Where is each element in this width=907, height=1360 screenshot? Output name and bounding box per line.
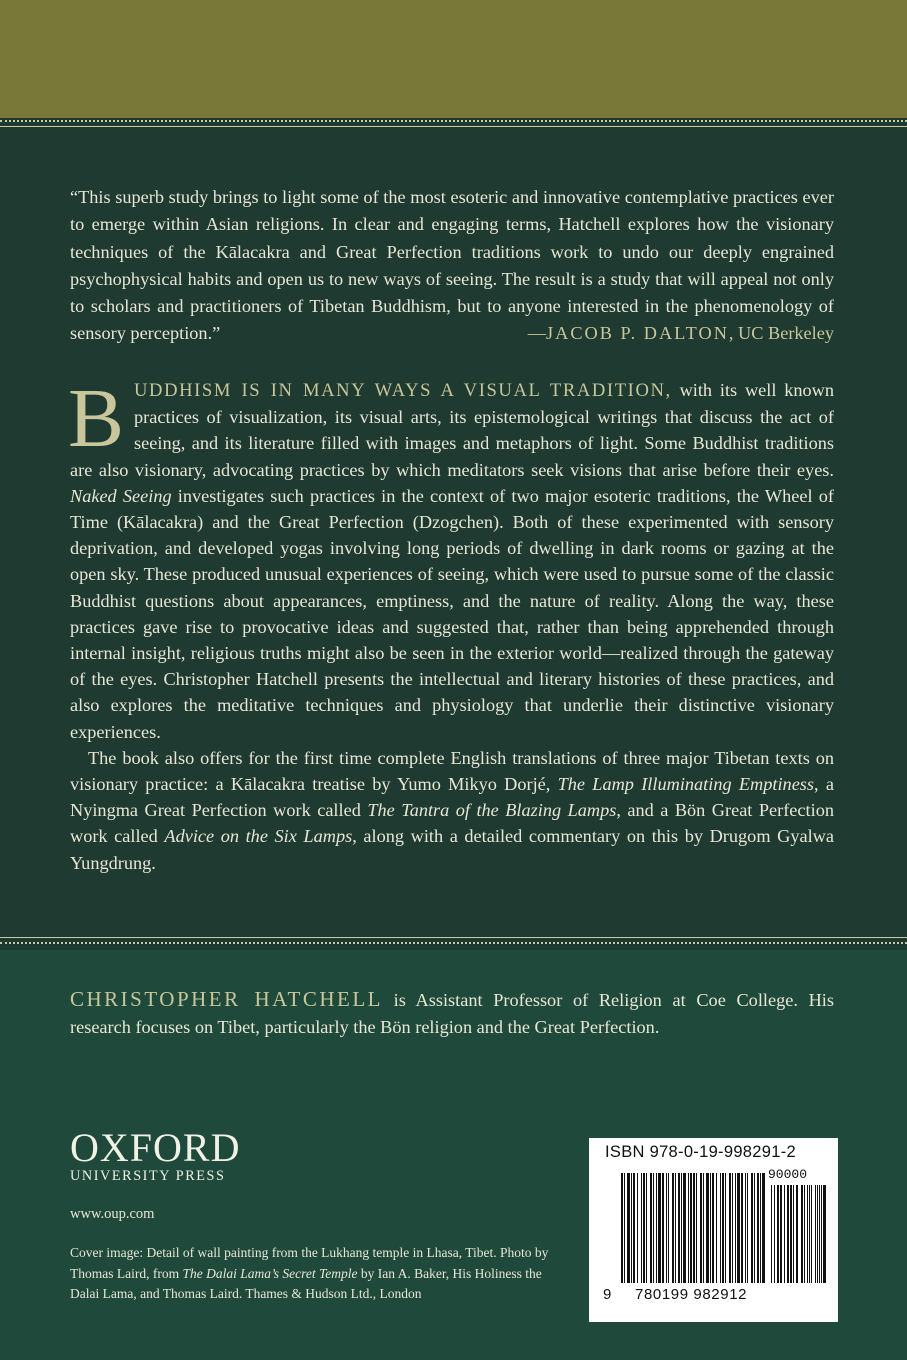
description-lead: UDDHISM IS IN MANY WAYS A VISUAL TRADITION, <box>134 380 672 401</box>
author-name: CHRISTOPHER HATCHELL <box>70 987 383 1011</box>
barcode-bar <box>693 1173 695 1283</box>
barcode-digits: 780199 982912 <box>635 1286 748 1303</box>
addon-bar <box>771 1185 772 1283</box>
barcode-bar <box>666 1173 667 1283</box>
dotted-rule-top <box>0 120 907 122</box>
description-text: , along with a detailed commentary on this by Drugom Gyalwa Yungdrung. <box>70 826 834 873</box>
top-band <box>0 0 907 118</box>
barcode-bar <box>690 1173 692 1283</box>
author-bio <box>70 986 834 1041</box>
addon-bar <box>801 1185 803 1283</box>
barcode-bar <box>637 1173 638 1283</box>
barcode-bar <box>641 1173 642 1283</box>
barcode-graphic <box>621 1173 827 1291</box>
addon-bar <box>804 1185 805 1283</box>
barcode-bar <box>653 1173 654 1283</box>
attribution-dash: — <box>527 323 547 344</box>
dotted-rule-bottom <box>0 942 907 944</box>
barcode-bar <box>762 1173 765 1283</box>
description-text: with its well known practices of visualization, its visual arts, its epistemological writings that discuss the act of seeing, and its literature filled with images and metaphors of light. Some Buddhist traditions are also visionary, advocating practices by which meditators seek visions that arise before their eyes. <box>70 380 834 480</box>
book-description <box>68 372 835 876</box>
barcode-bar <box>710 1173 711 1283</box>
isbn-label: ISBN 978-0-19-998291-2 <box>605 1143 796 1161</box>
addon-bar <box>815 1185 816 1283</box>
barcode-bar <box>633 1173 635 1283</box>
addon-bar <box>809 1185 810 1283</box>
barcode-lead-digit: 9 <box>603 1286 612 1303</box>
description-paragraph-2 <box>70 745 834 876</box>
barcode-bar <box>700 1173 702 1283</box>
addon-bar <box>793 1185 794 1283</box>
publisher-logo: OXFORD <box>70 1125 241 1170</box>
description-text: investigates such practices in the context of two major esoteric traditions, the Wheel of Time (Kālacakra) and the Great Perfection (Dzogchen). Both of these experimented with sensory deprivation, and developed yogas involving long periods of dwelling in dark rooms or gazing at the open sky. These produced unusual experiences of seeing, which were used to pursue some of the classic Buddhist questions about appearances, emptiness, and the nature of reality. Along the way, these practices gave rise to provocative ideas and suggested that, rather than being apprehended through internal insight, religious truths might also be seen in the exterior world—realized through the gateway of the eyes. Christopher Hatchell presents the intellectual and literary histories of these practices, and also explores the meditative techniques and physiology that underlie their distinctive visionary experiences. <box>70 485 834 742</box>
barcode-bar <box>732 1173 733 1283</box>
barcode-bar <box>646 1173 647 1283</box>
barcode-bar <box>722 1173 724 1283</box>
barcode-bar <box>729 1173 731 1283</box>
description-text: The book also offers for the first time complete English translations of three major Tibetan texts on visionary practice: a Kālacakra treatise by Yumo Mikyo Dorjé, <box>70 747 834 795</box>
barcode-bar <box>668 1173 669 1283</box>
addon-bar <box>821 1185 822 1283</box>
addon-bar <box>780 1185 782 1283</box>
publisher-subline: UNIVERSITY PRESS <box>70 1168 226 1184</box>
barcode-bar <box>631 1173 632 1283</box>
barcode-bar <box>678 1173 680 1283</box>
barcode-bar <box>703 1173 704 1283</box>
quote-text: “This superb study brings to light some of the most esoteric and innovative contemplative practices ever to emerge within Asian religions. In clear and engaging terms, Hatchell explores how the visionary techniques of the Kālacakra and Great Perfection traditions work to undo our deeply engrained psychophysical habits and open us to new ways of seeing. The result is a study that will appeal not only to scholars and practitioners of Tibetan Buddhism, but to anyone interested in the phenomenology of sensory perception.” <box>70 187 834 344</box>
description-text: , and a Bön Great Perfection work called <box>70 800 834 847</box>
barcode-bar <box>683 1173 686 1283</box>
addon-bar <box>807 1185 808 1283</box>
addon-bar <box>811 1185 812 1283</box>
addon-bar <box>819 1185 820 1283</box>
barcode-bar <box>760 1173 761 1283</box>
barcode-bar <box>725 1173 726 1283</box>
rule-bottom <box>0 937 907 938</box>
barcode-addon-number: 90000 <box>768 1167 808 1182</box>
barcode-bar <box>737 1173 740 1283</box>
barcode-bar <box>751 1173 753 1283</box>
barcode-bar <box>656 1173 657 1283</box>
barcode-bar <box>675 1173 676 1283</box>
addon-bar <box>777 1185 779 1283</box>
barcode-bar <box>643 1173 645 1283</box>
description-paragraph-1 <box>68 372 834 745</box>
credit-text: by Ian A. Baker, His Holiness the Dalai Lama, and Thomas Laird. Thames & Hudson Ltd., London <box>70 1265 542 1302</box>
barcode-bar <box>672 1173 674 1283</box>
work-title-italic: The Lamp Illuminating Emptiness <box>557 774 815 795</box>
endorsement-quote <box>70 184 834 348</box>
barcode-bar <box>627 1173 630 1283</box>
barcode-bar <box>716 1173 717 1283</box>
addon-bar <box>774 1185 775 1283</box>
work-title-italic: The Tantra of the Blazing Lamps <box>367 800 617 821</box>
barcode-bar <box>650 1173 652 1283</box>
addon-bar <box>796 1185 798 1283</box>
barcode-bar <box>712 1173 714 1283</box>
addon-bar <box>787 1185 789 1283</box>
barcode-bar <box>662 1173 664 1283</box>
barcode-bar <box>720 1173 721 1283</box>
quote-attribution <box>528 320 834 347</box>
credit-book-title: The Dalai Lama’s Secret Temple <box>182 1265 358 1281</box>
credit-text: Cover image: Detail of wall painting from the Lukhang temple in Lhasa, Tibet. Photo by Thomas Laird, from <box>70 1245 549 1281</box>
barcode-bar <box>754 1173 755 1283</box>
publisher-website: www.oup.com <box>70 1206 155 1222</box>
drop-cap: B <box>68 372 125 465</box>
attribution-name: JACOB P. DALTON <box>546 323 729 344</box>
barcode-bar <box>688 1173 689 1283</box>
barcode-bar <box>747 1173 748 1283</box>
barcode-bar <box>741 1173 743 1283</box>
book-title-italic: Naked Seeing <box>70 485 172 506</box>
barcode-bar <box>621 1173 623 1283</box>
attribution-affiliation: , UC Berkeley <box>728 323 834 344</box>
work-title-italic: Advice on the Six Lamps <box>164 826 353 847</box>
barcode-bar <box>745 1173 746 1283</box>
barcode-bar <box>658 1173 661 1283</box>
barcode-bar <box>735 1173 736 1283</box>
barcode-bar <box>706 1173 709 1283</box>
barcode-bar <box>696 1173 697 1283</box>
addon-bar <box>817 1185 818 1283</box>
barcode-bar <box>681 1173 682 1283</box>
addon-bar <box>784 1185 785 1283</box>
rule-top <box>0 126 907 127</box>
barcode-bar <box>757 1173 759 1283</box>
barcode-box <box>589 1138 838 1322</box>
author-bio-text: is Assistant Professor of Religion at Coe College. His research focuses on Tibet, particularly the Bön religion and the Great Perfection. <box>70 990 834 1037</box>
addon-bar <box>790 1185 792 1283</box>
description-text: , a Nyingma Great Perfection work called <box>70 774 835 821</box>
addon-bar <box>823 1185 826 1283</box>
cover-credit <box>70 1243 570 1305</box>
barcode-bar <box>624 1173 625 1283</box>
